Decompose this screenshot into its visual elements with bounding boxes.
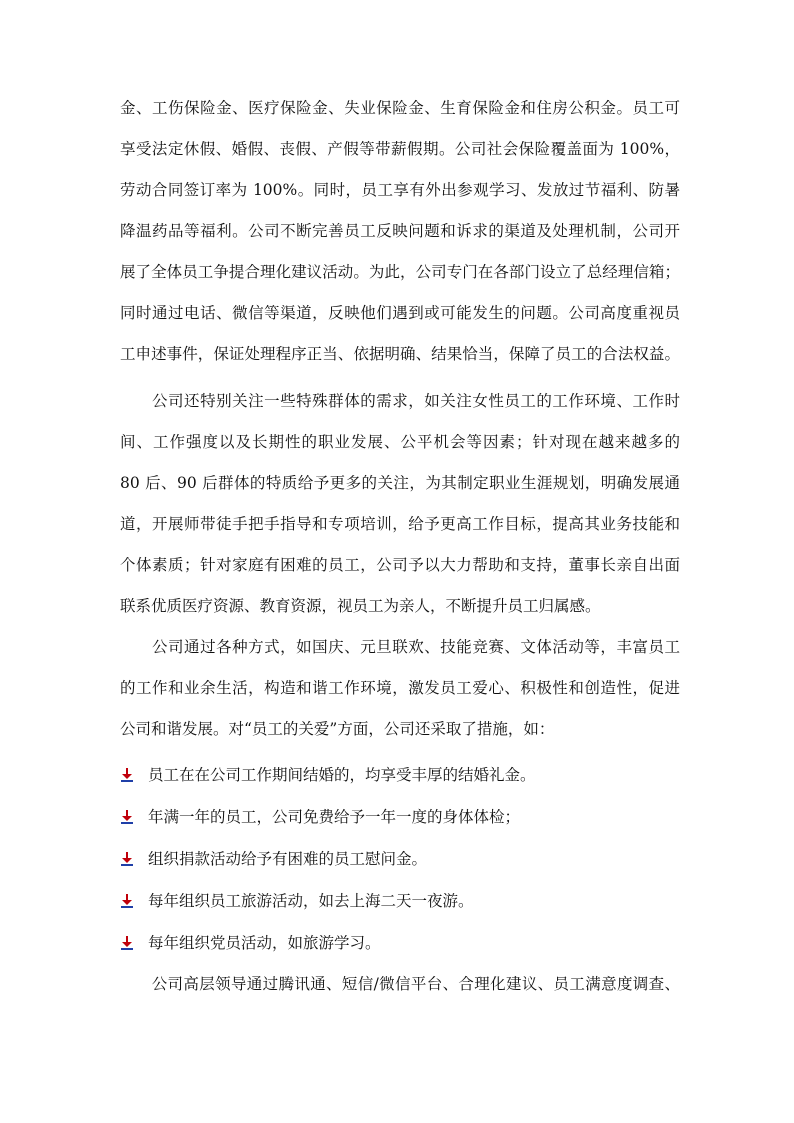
arrow-bullet-icon [120,809,134,825]
arrow-bullet-icon [120,851,134,867]
text-line: 公司和谐发展。对“员工的关爱”方面，公司还采取了措施，如： [120,720,555,738]
list-item-text: 组织捐款活动给予有困难的员工慰问金。 [148,850,428,868]
text-line: 享受法定休假、婚假、丧假、产假等带薪假期。公司社会保险覆盖面为 100%， [120,140,680,158]
list-item [120,838,680,880]
paragraph-communication [120,964,680,1005]
paragraph-special-groups [120,381,680,627]
text-line: 联系优质医疗资源、教育资源，视员工为亲人，不断提升员工归属感。 [120,597,601,615]
list-item [120,796,680,838]
text-line: 公司还特别关注一些特殊群体的需求，如关注女性员工的工作环境、工作时 [120,392,680,410]
paragraph-benefits [120,88,680,375]
text-line: 公司高层领导通过腾讯通、短信/微信平台、合理化建议、员工满意度调查、 [120,975,680,993]
arrow-bullet-icon [120,767,134,783]
care-measures-list [120,754,680,964]
text-line: 个体素质；针对家庭有困难的员工，公司予以大力帮助和支持，董事长亲自出面 [120,556,680,574]
text-line: 道，开展师带徒手把手指导和专项培训，给予更高工作目标，提高其业务技能和 [120,515,680,533]
list-item [120,754,680,796]
text-line: 工申述事件，保证处理程序正当、依据明确、结果恰当，保障了员工的合法权益。 [120,345,680,363]
list-item [120,880,680,922]
list-item [120,922,680,964]
text-line: 金、工伤保险金、医疗保险金、失业保险金、生育保险金和住房公积金。员工可 [120,99,680,117]
text-line: 同时通过电话、微信等渠道，反映他们遇到或可能发生的问题。公司高度重视员 [120,304,680,322]
list-item-text: 员工在在公司工作期间结婚的，均享受丰厚的结婚礼金。 [148,766,536,784]
list-item-text: 每年组织员工旅游活动，如去上海二天一夜游。 [148,892,474,910]
text-line: 80 后、90 后群体的特质给予更多的关注，为其制定职业生涯规划，明确发展通 [120,474,680,492]
text-line: 公司通过各种方式，如国庆、元旦联欢、技能竞赛、文体活动等，丰富员工 [120,638,680,656]
text-line: 间、工作强度以及长期性的职业发展、公平机会等因素；针对现在越来越多的 [120,433,680,451]
text-line: 劳动合同签订率为 100%。同时，员工享有外出参观学习、发放过节福利、防暑 [120,181,680,199]
paragraph-activities [120,627,680,750]
arrow-bullet-icon [120,893,134,909]
document-body [120,88,680,1005]
text-line: 展了全体员工争提合理化建议活动。为此，公司专门在各部门设立了总经理信箱； [120,263,680,281]
text-line: 的工作和业余生活，构造和谐工作环境，激发员工爱心、积极性和创造性，促进 [120,679,680,697]
list-item-text: 每年组织党员活动，如旅游学习。 [148,934,381,952]
arrow-bullet-icon [120,935,134,951]
list-item-text: 年满一年的员工，公司免费给予一年一度的身体体检； [148,808,521,826]
text-line: 降温药品等福利。公司不断完善员工反映问题和诉求的渠道及处理机制，公司开 [120,222,680,240]
